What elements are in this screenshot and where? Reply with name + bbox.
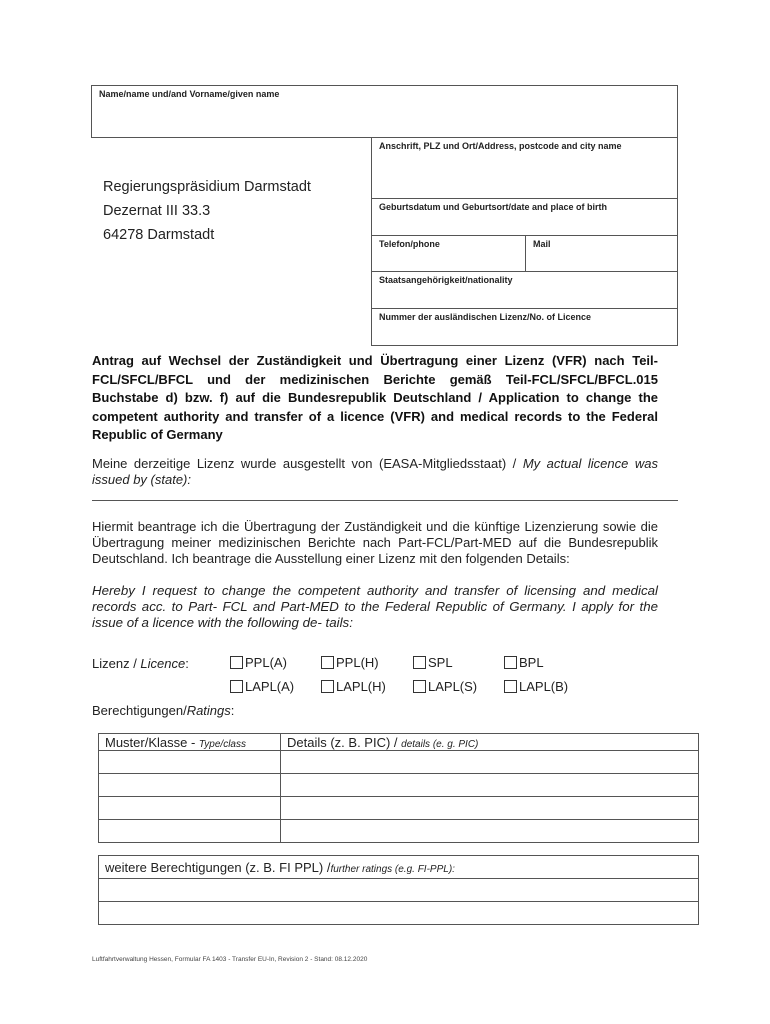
checkbox-box[interactable] — [504, 680, 517, 693]
phone-label: Telefon/phone — [379, 239, 440, 249]
table-row — [99, 820, 699, 843]
nationality-field[interactable] — [371, 271, 678, 309]
further-rating-cell[interactable] — [99, 902, 699, 925]
checkbox-box[interactable] — [321, 680, 334, 693]
checkbox-lapl-b[interactable]: LAPL(B) — [504, 679, 568, 694]
name-field[interactable] — [91, 85, 678, 138]
ratings-header-row — [99, 734, 699, 751]
type-cell[interactable] — [99, 751, 281, 774]
checkbox-spl[interactable]: SPL — [413, 655, 453, 670]
recipient-line-1: Regierungspräsidium Darmstadt — [103, 179, 311, 195]
checkbox-box[interactable] — [504, 656, 517, 669]
checkbox-bpl[interactable]: BPL — [504, 655, 544, 670]
type-cell[interactable] — [99, 797, 281, 820]
issued-by-text — [92, 456, 658, 488]
checkbox-box[interactable] — [413, 656, 426, 669]
phone-field[interactable] — [371, 235, 526, 272]
checkbox-box[interactable] — [413, 680, 426, 693]
further-ratings-table — [98, 855, 699, 925]
request-text-de: Hiermit beantrage ich die Übertragung der Zuständigkeit und die künftige Lizenzierung sowie die Übertragung meiner medizinischen Berichte nach Part-FCL/Part-MED auf die Bundesrepublik Deutschland. Ich beantrage die Ausstellung einer Lizenz mit den folgenden Details: — [92, 519, 658, 566]
checkbox-lapl-h[interactable]: LAPL(H) — [321, 679, 386, 694]
table-row — [99, 902, 699, 925]
table-row — [99, 879, 699, 902]
licence-number-field[interactable] — [371, 308, 678, 346]
type-cell[interactable] — [99, 774, 281, 797]
details-cell[interactable] — [281, 820, 699, 843]
issued-by-input-line[interactable] — [92, 500, 678, 501]
issued-by-en: My actual licence was issued by (state): — [92, 456, 658, 487]
ratings-col-type: Muster/Klasse - Type/class — [99, 734, 281, 751]
details-cell[interactable] — [281, 774, 699, 797]
details-cell[interactable] — [281, 751, 699, 774]
mail-field[interactable] — [525, 235, 678, 272]
form-footer: Luftfahrtverwaltung Hessen, Formular FA 1403 - Transfer EU-In, Revision 2 - Stand: 08.12.2020 — [92, 956, 368, 963]
ratings-label: Berechtigungen/Ratings: — [92, 703, 235, 718]
checkbox-ppl-h[interactable]: PPL(H) — [321, 655, 379, 670]
further-header-row — [99, 856, 699, 879]
checkbox-box[interactable] — [321, 656, 334, 669]
birth-field[interactable] — [371, 198, 678, 236]
recipient-line-2: Dezernat III 33.3 — [103, 203, 211, 219]
licence-label: Lizenz / Licence: — [92, 656, 189, 671]
address-field[interactable] — [371, 137, 678, 199]
table-row — [99, 797, 699, 820]
ratings-table — [98, 733, 699, 843]
checkbox-box[interactable] — [230, 656, 243, 669]
checkbox-box[interactable] — [230, 680, 243, 693]
nationality-label: Staatsangehörigkeit/nationality — [379, 275, 513, 285]
table-row — [99, 774, 699, 797]
request-text-en: Hereby I request to change the competent authority and transfer of licensing and medical records acc. to Part- FCL and Part-MED to the Federal Republic of Germany. I apply for the issue of a licence with the following de- tails: — [92, 583, 658, 630]
type-cell[interactable] — [99, 820, 281, 843]
table-row — [99, 751, 699, 774]
recipient-line-3: 64278 Darmstadt — [103, 227, 215, 243]
checkbox-lapl-a[interactable]: LAPL(A) — [230, 679, 294, 694]
further-rating-cell[interactable] — [99, 879, 699, 902]
address-label: Anschrift, PLZ und Ort/Address, postcode and city name — [379, 141, 622, 151]
details-cell[interactable] — [281, 797, 699, 820]
checkbox-ppl-a[interactable]: PPL(A) — [230, 655, 287, 670]
form-title: Antrag auf Wechsel der Zuständigkeit und Übertragung einer Lizenz (VFR) nach Teil-FCL/SFCL/BFCL und der medizinischen Berichte gemäß Teil-FCL/SFCL/BFCL.015 Buchstabe d) bzw. f) auf die Bundesrepublik Deutschland / Application to change the competent authority and transfer of a licence (VFR) and medical records to the Federal Republic of Germany — [92, 353, 658, 442]
mail-label: Mail — [533, 239, 551, 249]
name-label: Name/name und/and Vorname/given name — [99, 89, 280, 99]
birth-label: Geburtsdatum und Geburtsort/date and place of birth — [379, 202, 608, 212]
licence-number-label: Nummer der ausländischen Lizenz/No. of Licence — [379, 312, 592, 322]
checkbox-lapl-s[interactable]: LAPL(S) — [413, 679, 477, 694]
ratings-col-details: Details (z. B. PIC) / details (e. g. PIC) — [281, 734, 699, 751]
issued-by-de: Meine derzeitige Lizenz wurde ausgestellt von (EASA-Mitgliedsstaat) / — [92, 456, 523, 471]
further-ratings-label: weitere Berechtigungen (z. B. FI PPL) /further ratings (e.g. FI-PPL): — [99, 856, 699, 879]
